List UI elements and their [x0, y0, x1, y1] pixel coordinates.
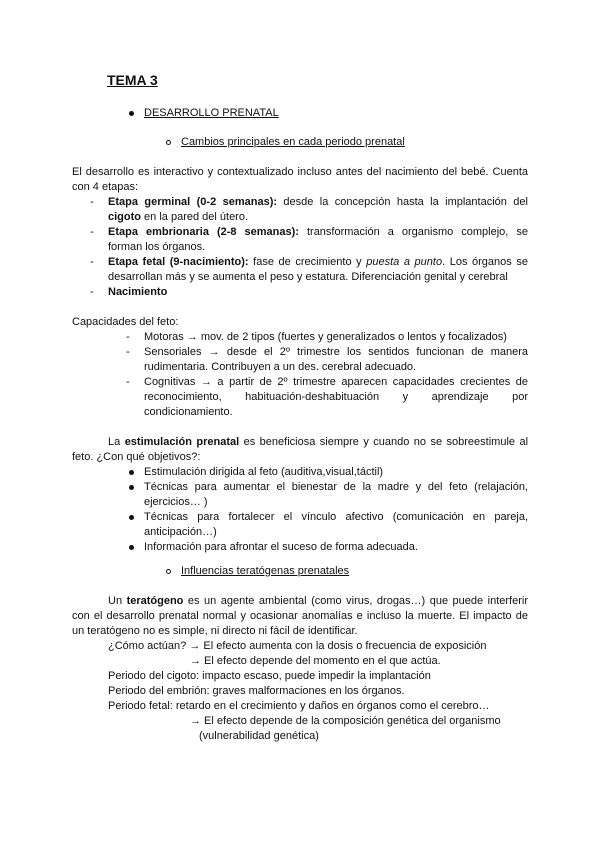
teratogeno-term: teratógeno	[126, 595, 184, 607]
dash-marker: -	[126, 376, 130, 388]
intro-line: El desarrollo es interactivo y contextualizado incluso antes del nacimiento del bebé. Cuenta	[72, 166, 528, 178]
como-actuan-line: ¿Cómo actúan? → El efecto aumenta con la dosis o frecuencia de exposición	[108, 640, 487, 652]
bullet-dot-icon	[129, 545, 134, 550]
capacidades-heading: Capacidades del feto:	[72, 316, 179, 328]
etapa-italic: puesta a punto	[366, 256, 443, 268]
page-title: TEMA 3	[107, 72, 158, 88]
capacidad-motoras-line: Motoras → mov. de 2 tipos (fuertes y generalizados o lentos y focalizados)	[144, 331, 507, 343]
periodo-fetal-line: Periodo fetal: retardo en el crecimiento y daños en órganos como el cerebro…	[108, 700, 490, 712]
objetivo-line: Estimulación dirigida al feto (auditiva,visual,táctil)	[144, 466, 384, 478]
etapa-nacimiento-line	[108, 285, 167, 300]
capacidad-sensoriales-line: Sensoriales → desde el 2º trimestre los sentidos funcionan de manera	[144, 346, 528, 358]
dash-marker: -	[126, 331, 130, 343]
periodo-embrion-line: Periodo del embrión: graves malformaciones en los órganos.	[108, 685, 405, 697]
objetivo-line: Técnicas para aumentar el bienestar de la madre y del feto (relajación,	[144, 481, 528, 493]
bullet-circle-icon	[166, 140, 171, 145]
bullet-dot-icon	[129, 470, 134, 475]
estimulacion-text: es beneficiosa siempre y cuando no se sobreestimule al	[239, 436, 529, 448]
estimulacion-line	[108, 435, 528, 450]
teratogeno-line: con el desarrollo prenatal normal y ocasionar anomalías e incluso la muerte. El impacto de	[72, 610, 528, 622]
etapa-label: Etapa germinal (0-2 semanas):	[108, 196, 278, 208]
capacidad-sensoriales-line: rudimentaria. Contribuyen a un des. cerebral adecuado.	[144, 361, 417, 373]
bullet-dot-icon	[129, 515, 134, 520]
etapa-text: fase de crecimiento y	[248, 256, 367, 268]
etapa-embrionaria-line: forman los órganos.	[108, 241, 206, 253]
objetivo-line: Información para afrontar el suceso de forma adecuada.	[144, 541, 418, 553]
etapa-label: Nacimiento	[108, 286, 168, 298]
dash-marker: -	[90, 256, 94, 268]
intro-line: con 4 etapas:	[72, 181, 139, 193]
etapa-text: en la pared del útero.	[141, 211, 249, 223]
teratogeno-text: es un agente ambiental (como virus, drogas…) que puede interferir	[183, 595, 528, 607]
bullet-dot-icon	[129, 111, 134, 116]
objetivo-line: Técnicas para fortalecer el vínculo afectivo (comunicación en pareja,	[144, 511, 528, 523]
dash-marker: -	[90, 226, 94, 238]
etapa-germinal-line	[108, 210, 248, 225]
subsection-heading: Cambios principales en cada periodo prenatal	[181, 136, 405, 148]
bullet-circle-icon	[166, 569, 171, 574]
etapa-fetal-line	[108, 255, 528, 270]
etapa-fetal-line: desarrollan más y se aumenta el peso y estatura. Diferenciación genital y cerebral	[108, 271, 508, 283]
efecto-genetica-line: → El efecto depende de la composición genética del organismo	[190, 715, 501, 727]
estimulacion-term: estimulación prenatal	[124, 436, 240, 448]
estimulacion-line: feto. ¿Con qué objetivos?:	[72, 451, 201, 463]
teratogeno-line	[108, 594, 528, 609]
objetivo-line: ejercicios… )	[144, 496, 208, 508]
etapa-term: cigoto	[108, 211, 141, 223]
subsection-heading: Influencias teratógenas prenatales	[181, 565, 350, 577]
etapa-text: transformación a organismo complejo, se	[298, 226, 528, 238]
teratogeno-line: un teratógeno no es simple, ni directo ni fácil de identificar.	[72, 625, 358, 637]
bullet-dot-icon	[129, 485, 134, 490]
dash-marker: -	[90, 196, 94, 208]
efecto-momento-line: → El efecto depende del momento en el que actúa.	[190, 655, 441, 667]
etapa-text: . Los órganos se	[442, 256, 528, 268]
dash-marker: -	[126, 346, 130, 358]
estimulacion-text: La	[108, 436, 125, 448]
vulnerabilidad-line: (vulnerabilidad genética)	[199, 730, 319, 742]
etapa-germinal-line	[108, 195, 528, 210]
etapa-embrionaria-line	[108, 225, 528, 240]
etapa-label: Etapa embrionaria (2-8 semanas):	[108, 226, 299, 238]
objetivo-line: anticipación…)	[144, 526, 217, 538]
etapa-text: desde la concepción hasta la implantación del	[277, 196, 528, 208]
teratogeno-text: Un	[108, 595, 127, 607]
periodo-cigoto-line: Periodo del cigoto: impacto escaso, puede impedir la implantación	[108, 670, 431, 682]
dash-marker: -	[90, 286, 94, 298]
capacidad-cognitivas-line: Cognitivas → a partir de 2º trimestre aparecen capacidades crecientes de	[144, 376, 528, 388]
capacidad-cognitivas-line: condicionamiento.	[144, 406, 233, 418]
capacidad-cognitivas-line: reconocimiento, habituación-deshabituación y aprendizaje por	[144, 391, 528, 403]
etapa-label: Etapa fetal (9-nacimiento):	[108, 256, 249, 268]
section-heading: DESARROLLO PRENATAL	[144, 107, 279, 119]
